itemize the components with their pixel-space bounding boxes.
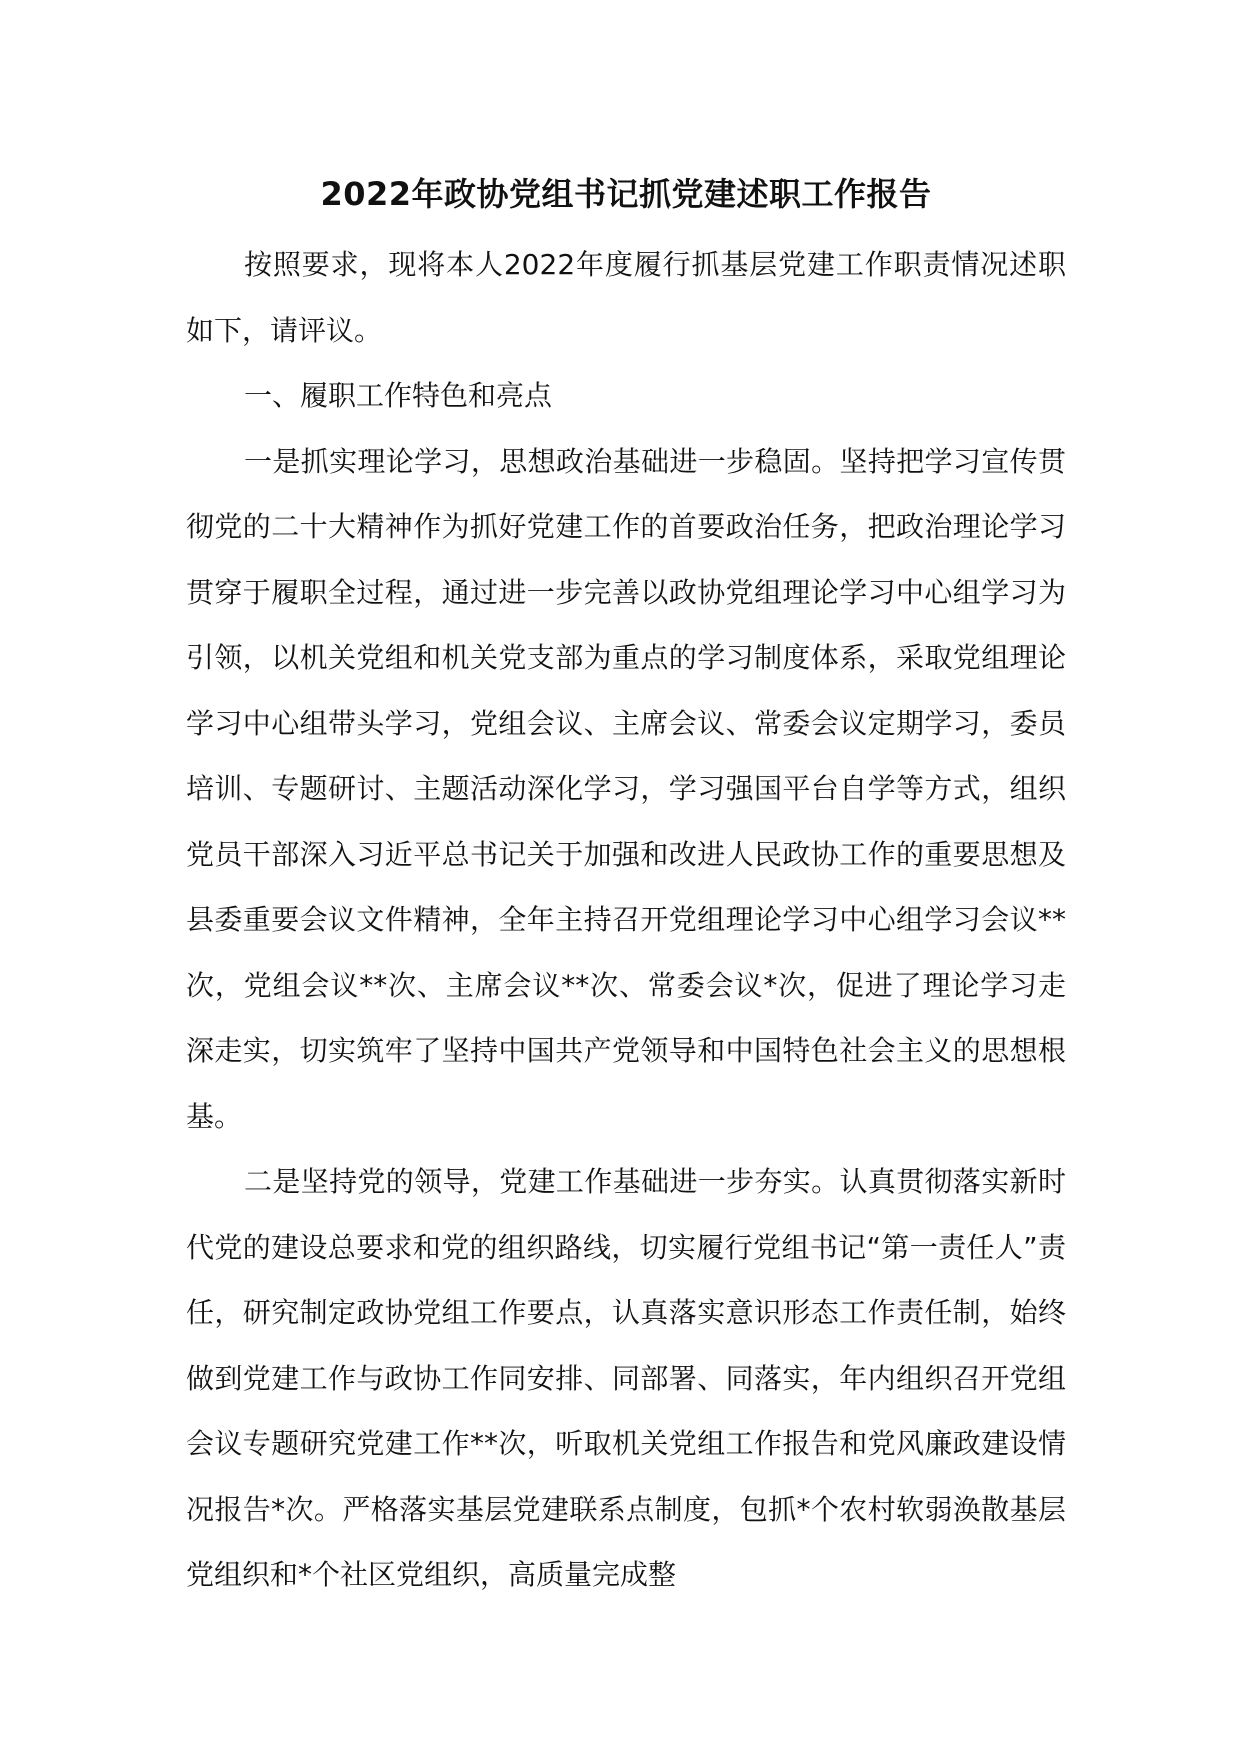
intro-paragraph: 按照要求，现将本人2022年度履行抓基层党建工作职责情况述职如下，请评议。 <box>186 248 1066 347</box>
document-body <box>186 164 1066 1608</box>
section-heading: 一、履职工作特色和亮点 <box>244 379 553 412</box>
document-title: 2022年政协党组书记抓党建述职工作报告 <box>320 175 932 213</box>
body-paragraph: 二是坚持党的领导，党建工作基础进一步夯实。认真贯彻落实新时代党的建设总要求和党的组织路线，切实履行党组书记“第一责任人”责任，研究制定政协党组工作要点，认真落实意识形态工作责任制，始终做到党建工作与政协工作同安排、同部署、同落实，年内组织召开党组会议专题研究党建工作**次，听取机关党组工作报告和党风廉政建设情况报告*次。严格落实基层党建联系点制度，包抓*个农村软弱涣散基层党组织和*个社区党组织，高质量完成整 <box>186 1165 1066 1591</box>
body-paragraph: 一是抓实理论学习，思想政治基础进一步稳固。坚持把学习宣传贯彻党的二十大精神作为抓好党建工作的首要政治任务，把政治理论学习贯穿于履职全过程，通过进一步完善以政协党组理论学习中心组学习为引领，以机关党组和机关党支部为重点的学习制度体系，采取党组理论学习中心组带头学习，党组会议、主席会议、常委会议定期学习，委员培训、专题研讨、主题活动深化学习，学习强国平台自学等方式，组织党员干部深入习近平总书记关于加强和改进人民政协工作的重要思想及县委重要会议文件精神，全年主持召开党组理论学习中心组学习会议**次，党组会议**次、主席会议**次、常委会议*次，促进了理论学习走深走实，切实筑牢了坚持中国共产党领导和中国特色社会主义的思想根基。 <box>186 444 1066 1133</box>
